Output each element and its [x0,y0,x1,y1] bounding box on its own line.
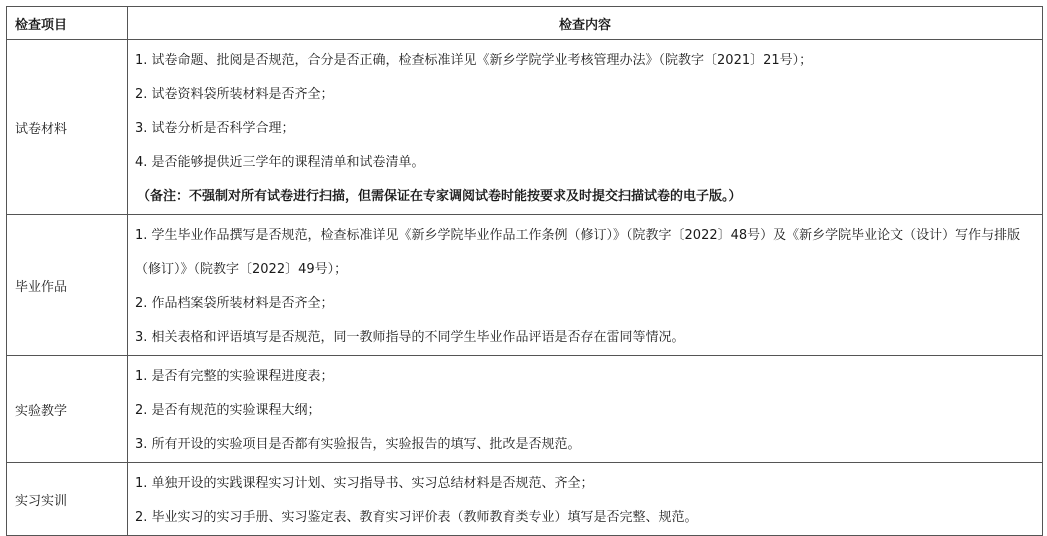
table-row [7,356,1043,463]
header-inspection-content: 检查内容 [128,7,1043,40]
content-item: 2. 试卷资料袋所装材料是否齐全； [135,87,334,102]
content-cell [128,40,1043,215]
content-item: 3. 试卷分析是否科学合理； [135,121,295,136]
content-item: 1. 是否有完整的实验课程进度表； [135,369,334,384]
category-cell: 实验教学 [7,356,128,463]
content-item: 2. 是否有规范的实验课程大纲； [135,403,321,418]
table-row [7,463,1043,536]
content-item: 4. 是否能够提供近三学年的课程清单和试卷清单。 [135,155,425,170]
note-text: （备注：不强制对所有试卷进行扫描，但需保证在专家调阅试卷时能按要求及时提交扫描试卷的电子版。） [137,189,742,204]
table-row [7,215,1043,356]
header-inspection-item: 检查项目 [7,7,128,40]
content-item: 3. 相关表格和评语填写是否规范，同一教师指导的不同学生毕业作品评语是否存在雷同等情况。 [135,330,685,345]
content-cell [128,463,1043,536]
table-row [7,40,1043,215]
content-cell [128,215,1043,356]
category-cell: 毕业作品 [7,215,128,356]
table-header-row [7,7,1043,40]
category-cell: 试卷材料 [7,40,128,215]
content-item: 2. 毕业实习的实习手册、实习鉴定表、教育实习评价表（教师教育类专业）填写是否完整、规范。 [135,510,698,525]
content-item: 2. 作品档案袋所装材料是否齐全； [135,296,334,311]
content-item: 1. 学生毕业作品撰写是否规范，检查标准详见《新乡学院毕业作品工作条例（修订）》（院教字〔2022〕48号）及《新乡学院毕业论文（设计）写作与排版（修订）》（院教字〔2022〕49号）； [135,228,1021,277]
content-cell [128,356,1043,463]
content-item: 3. 所有开设的实验项目是否都有实验报告，实验报告的填写、批改是否规范。 [135,437,581,452]
category-cell: 实习实训 [7,463,128,536]
inspection-table [6,6,1043,536]
content-item: 1. 试卷命题、批阅是否规范，合分是否正确，检查标准详见《新乡学院学业考核管理办法》（院教字〔2021〕21号）； [135,53,813,68]
content-item: 1. 单独开设的实践课程实习计划、实习指导书、实习总结材料是否规范、齐全； [135,476,594,491]
